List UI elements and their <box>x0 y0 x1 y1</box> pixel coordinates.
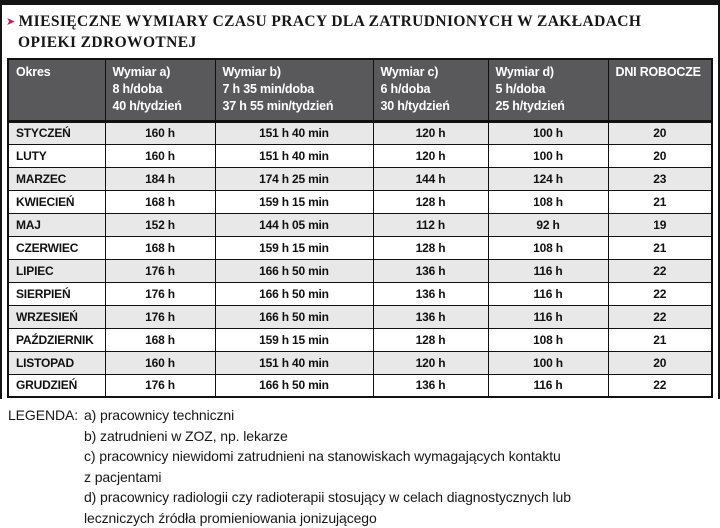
cell-dni-robocze: 20 <box>608 121 712 144</box>
cell-dni-robocze: 21 <box>608 328 712 351</box>
header-sublabel: 7 h 35 min/doba <box>223 81 371 98</box>
table-row <box>8 259 712 282</box>
cell-wymiar-a: 168 h <box>105 328 215 351</box>
table-row <box>8 351 712 374</box>
cell-wymiar-d: 100 h <box>488 351 608 374</box>
cell-dni-robocze: 22 <box>608 282 712 305</box>
table-row <box>8 167 712 190</box>
cell-wymiar-d: 108 h <box>488 236 608 259</box>
cell-dni-robocze: 22 <box>608 374 712 397</box>
cell-wymiar-c: 136 h <box>373 282 488 305</box>
cell-dni-robocze: 23 <box>608 167 712 190</box>
cell-wymiar-a: 176 h <box>105 305 215 328</box>
cell-wymiar-c: 128 h <box>373 328 488 351</box>
cell-wymiar-b: 159 h 15 min <box>215 190 373 213</box>
table-row <box>8 282 712 305</box>
header-cell-wymiar-c <box>373 59 488 121</box>
header-sublabel: 37 h 55 min/tydzień <box>223 98 371 115</box>
cell-month: SIERPIEŃ <box>8 282 105 305</box>
cell-wymiar-c: 120 h <box>373 351 488 374</box>
legend-item: b) zatrudnieni w ZOZ, np. lekarze <box>84 426 571 447</box>
header-sublabel: 25 h/tydzień <box>496 98 606 115</box>
cell-wymiar-c: 112 h <box>373 213 488 236</box>
cell-wymiar-c: 120 h <box>373 144 488 167</box>
header-label: Wymiar d) <box>496 64 606 81</box>
cell-wymiar-a: 176 h <box>105 259 215 282</box>
cell-wymiar-b: 159 h 15 min <box>215 236 373 259</box>
cell-dni-robocze: 19 <box>608 213 712 236</box>
cell-wymiar-a: 160 h <box>105 144 215 167</box>
cell-dni-robocze: 20 <box>608 351 712 374</box>
cell-wymiar-c: 144 h <box>373 167 488 190</box>
cell-month: LIPIEC <box>8 259 105 282</box>
cell-wymiar-a: 160 h <box>105 121 215 144</box>
cell-wymiar-c: 136 h <box>373 305 488 328</box>
title-block <box>2 5 702 58</box>
table-row <box>8 190 712 213</box>
cell-month: WRZESIEŃ <box>8 305 105 328</box>
cell-wymiar-a: 176 h <box>105 282 215 305</box>
cell-month: KWIECIEŃ <box>8 190 105 213</box>
cell-wymiar-a: 176 h <box>105 374 215 397</box>
cell-wymiar-b: 166 h 50 min <box>215 374 373 397</box>
cell-wymiar-a: 168 h <box>105 190 215 213</box>
cell-wymiar-a: 160 h <box>105 351 215 374</box>
cell-dni-robocze: 22 <box>608 305 712 328</box>
cell-dni-robocze: 22 <box>608 259 712 282</box>
cell-wymiar-c: 120 h <box>373 121 488 144</box>
cell-wymiar-a: 168 h <box>105 236 215 259</box>
legend-item: leczniczych źródła promieniowania jonizującego <box>84 508 571 528</box>
cell-dni-robocze: 21 <box>608 236 712 259</box>
cell-month: STYCZEŃ <box>8 121 105 144</box>
header-cell-dni-robocze <box>608 59 712 121</box>
table-row <box>8 121 712 144</box>
cell-month: MARZEC <box>8 167 105 190</box>
table-row <box>8 144 712 167</box>
cell-wymiar-c: 136 h <box>373 374 488 397</box>
header-sublabel: 8 h/doba <box>113 81 213 98</box>
cell-month: GRUDZIEŃ <box>8 374 105 397</box>
cell-wymiar-d: 124 h <box>488 167 608 190</box>
header-cell-wymiar-d <box>488 59 608 121</box>
cell-wymiar-a: 152 h <box>105 213 215 236</box>
cell-wymiar-b: 151 h 40 min <box>215 351 373 374</box>
cell-wymiar-c: 136 h <box>373 259 488 282</box>
header-label: Okres <box>16 64 103 81</box>
header-cell-wymiar-b <box>215 59 373 121</box>
legend <box>0 399 720 528</box>
cell-wymiar-b: 151 h 40 min <box>215 144 373 167</box>
cell-wymiar-d: 100 h <box>488 144 608 167</box>
cell-wymiar-b: 159 h 15 min <box>215 328 373 351</box>
cell-wymiar-b: 166 h 50 min <box>215 305 373 328</box>
table-row <box>8 236 712 259</box>
cell-wymiar-b: 144 h 05 min <box>215 213 373 236</box>
table-row <box>8 328 712 351</box>
legend-item: c) pracownicy niewidomi zatrudnieni na stanowiskach wymagających kontaktu <box>84 446 571 467</box>
legend-label: LEGENDA: <box>8 405 78 426</box>
cell-wymiar-d: 108 h <box>488 190 608 213</box>
cell-month: PAŹDZIERNIK <box>8 328 105 351</box>
legend-item: d) pracownicy radiologii czy radioterapii stosujący w celach diagnostycznych lub <box>84 487 571 508</box>
cell-wymiar-d: 116 h <box>488 305 608 328</box>
header-label: DNI ROBOCZE <box>616 64 710 81</box>
table-row <box>8 374 712 397</box>
table-row <box>8 213 712 236</box>
cell-wymiar-d: 116 h <box>488 259 608 282</box>
header-sublabel: 6 h/doba <box>381 81 486 98</box>
cell-wymiar-d: 116 h <box>488 374 608 397</box>
cell-month: MAJ <box>8 213 105 236</box>
cell-wymiar-a: 184 h <box>105 167 215 190</box>
cell-wymiar-b: 174 h 25 min <box>215 167 373 190</box>
cell-wymiar-b: 166 h 50 min <box>215 259 373 282</box>
legend-item: z pacjentami <box>84 467 571 488</box>
data-table <box>7 58 713 398</box>
cell-dni-robocze: 21 <box>608 190 712 213</box>
header-label: Wymiar a) <box>113 64 213 81</box>
header-cell-okres <box>8 59 105 121</box>
cell-wymiar-b: 166 h 50 min <box>215 282 373 305</box>
header-cell-wymiar-a <box>105 59 215 121</box>
cell-wymiar-c: 128 h <box>373 236 488 259</box>
header-label: Wymiar c) <box>381 64 486 81</box>
bullet-arrow-icon: ➤ <box>6 15 16 28</box>
cell-month: LUTY <box>8 144 105 167</box>
cell-wymiar-b: 151 h 40 min <box>215 121 373 144</box>
page-title: MIESIĘCZNE WYMIARY CZASU PRACY DLA ZATRUDNIONYCH W ZAKŁADACH OPIEKI ZDROWOTNEJ <box>18 13 641 51</box>
cell-wymiar-d: 92 h <box>488 213 608 236</box>
cell-wymiar-c: 128 h <box>373 190 488 213</box>
header-label: Wymiar b) <box>223 64 371 81</box>
cell-dni-robocze: 20 <box>608 144 712 167</box>
table-row <box>8 305 712 328</box>
legend-item: a) pracownicy techniczni <box>84 405 571 426</box>
cell-wymiar-d: 100 h <box>488 121 608 144</box>
cell-month: LISTOPAD <box>8 351 105 374</box>
header-sublabel: 40 h/tydzień <box>113 98 213 115</box>
header-sublabel: 30 h/tydzień <box>381 98 486 115</box>
cell-month: CZERWIEC <box>8 236 105 259</box>
cell-wymiar-d: 116 h <box>488 282 608 305</box>
cell-wymiar-d: 108 h <box>488 328 608 351</box>
legend-items <box>84 405 571 528</box>
table-header-row <box>8 59 712 121</box>
header-sublabel: 5 h/doba <box>496 81 606 98</box>
